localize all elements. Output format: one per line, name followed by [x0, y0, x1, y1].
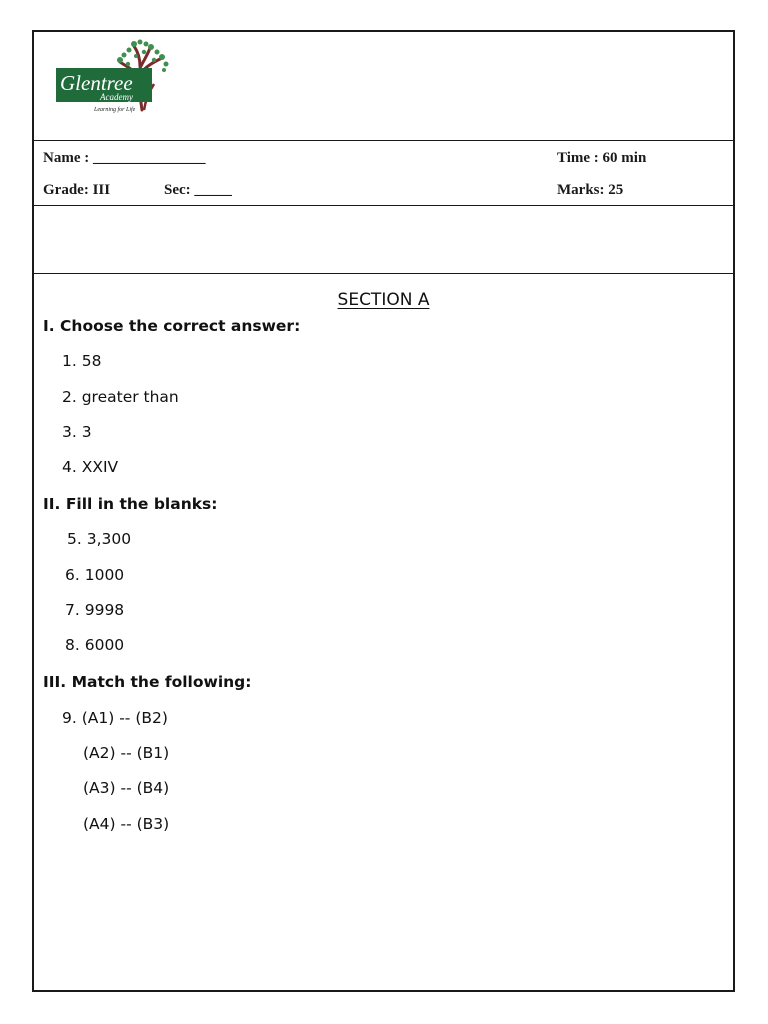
section-field-label: Sec: _____	[164, 182, 232, 198]
logo-tagline: Learning for Life	[94, 107, 136, 113]
grade-label: Grade: III	[43, 182, 111, 198]
question-heading: II. Fill in the blanks:	[43, 495, 218, 513]
answer-item: 4. XXIV	[62, 458, 119, 476]
divider-line	[34, 205, 733, 206]
answer-item: 5. 3,300	[67, 530, 132, 548]
answer-item: 1. 58	[62, 352, 102, 370]
question-heading: III. Match the following:	[43, 673, 252, 691]
section-title: SECTION A	[337, 290, 430, 310]
logo-brand-text: Glentree	[60, 71, 133, 95]
answer-item: 3. 3	[62, 423, 92, 441]
match-answer: (A2) -- (B1)	[83, 744, 170, 762]
answer-item: 7. 9998	[65, 601, 125, 619]
match-answer: 9. (A1) -- (B2)	[62, 709, 168, 727]
answer-item: 6. 1000	[65, 566, 125, 584]
name-field-label: Name : _______________	[43, 150, 206, 166]
question-heading: I. Choose the correct answer:	[43, 317, 301, 335]
worksheet-frame	[32, 30, 735, 992]
marks-label: Marks: 25	[557, 182, 624, 198]
school-logo	[54, 38, 174, 114]
logo-sub-text: Academy	[100, 92, 133, 102]
match-answer: (A3) -- (B4)	[83, 779, 170, 797]
match-answer: (A4) -- (B3)	[83, 815, 170, 833]
time-label: Time : 60 min	[557, 150, 647, 166]
answer-item: 2. greater than	[62, 388, 179, 406]
answer-item: 8. 6000	[65, 636, 125, 654]
divider-line	[34, 140, 733, 141]
divider-line	[34, 273, 733, 274]
